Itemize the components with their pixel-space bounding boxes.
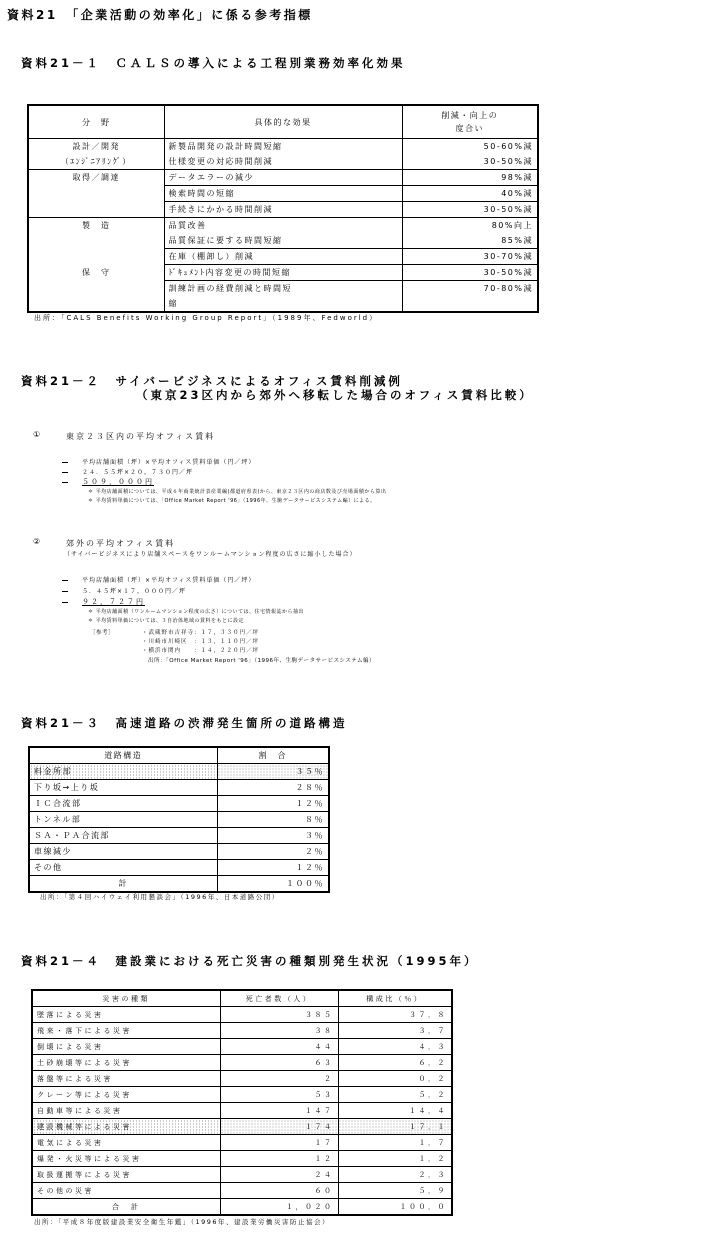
construction-accidents-table: [31, 989, 453, 1216]
total-deaths: １，０２０: [220, 1199, 338, 1216]
part-2-line: [62, 597, 145, 607]
table-row: [28, 139, 538, 155]
part-1-line-text: 平均店舗面積（坪）×平均オフィス賃料単価（円／坪）: [82, 459, 256, 466]
table-row: [29, 828, 329, 844]
ratio-cell: ２８％: [217, 780, 329, 796]
section-4-title: 資料21－４ 建設業における死亡災害の種類別発生状況（1995年）: [21, 954, 479, 968]
type-cell: 建設機械等による災害: [32, 1119, 220, 1135]
deaths-cell: １４７: [220, 1103, 338, 1119]
table-row: [32, 1135, 452, 1151]
table-row: [32, 1103, 452, 1119]
header-ratio: 割 合: [217, 747, 329, 764]
table-row: [28, 218, 538, 234]
share-cell: １．７: [338, 1135, 452, 1151]
part-2-mark: ②: [33, 537, 43, 546]
table-row: [28, 281, 538, 297]
reference-label: ［参考］: [90, 630, 115, 636]
effect-cell: 訓練計画の経費削減と時間短: [164, 281, 402, 297]
cals-effects-table: [27, 104, 539, 313]
header-field: 分 野: [28, 105, 164, 139]
table-row: [32, 1055, 452, 1071]
structure-cell: 料金所部: [29, 764, 217, 780]
degree-cell: [402, 296, 538, 312]
header-structure: 道路構造: [29, 747, 217, 764]
degree-cell: 80%向上: [402, 218, 538, 234]
section-2-title: 資料21－２ サイバービジネスによるオフィス賃料削減例: [21, 374, 403, 388]
part-2-subheading: （サイバービジネスにより店舗スペースをワンルームマンション程度の広さに縮小した場合）: [64, 551, 357, 558]
section-1-title: 資料21－１ ＣＡＬＳの導入による工程別業務効率化効果: [21, 56, 406, 70]
field-cell: [28, 281, 164, 297]
table-row: [29, 764, 329, 780]
section-1-source: 出所：「CALS Benefits Working Group Report」（1989年、Fedworld）: [34, 314, 379, 322]
type-cell: 爆発・火災等による災害: [32, 1151, 220, 1167]
deaths-cell: ３８: [220, 1023, 338, 1039]
effect-cell: 在庫（棚卸し）削減: [164, 249, 402, 265]
part-1-mark: ①: [33, 430, 43, 439]
degree-cell: 30-50%減: [402, 154, 538, 170]
table-row: [28, 154, 538, 170]
table-row: [28, 249, 538, 265]
page-title: 資料21 「企業活動の効率化」に係る参考指標: [7, 8, 313, 22]
degree-cell: 85%減: [402, 233, 538, 249]
section-4-source: 出所：「平成８年度版建設業安全衛生年鑑」（1996年、建設業労働災害防止協会）: [34, 1218, 331, 1226]
table-total-row: [32, 1199, 452, 1216]
structure-cell: ＳＡ・ＰＡ合流部: [29, 828, 217, 844]
degree-cell: 30-50%減: [402, 202, 538, 218]
deaths-cell: ３８５: [220, 1007, 338, 1023]
effect-cell: 検索時間の短縮: [164, 186, 402, 202]
reference-item: ・横浜市関内 ：１４，２２０円／坪: [142, 648, 260, 654]
share-cell: ４．３: [338, 1039, 452, 1055]
ratio-cell: ３５％: [217, 764, 329, 780]
table-header-row: [29, 747, 329, 764]
type-cell: クレーン等による災害: [32, 1087, 220, 1103]
header-degree: [402, 105, 538, 139]
degree-cell: 98%減: [402, 170, 538, 186]
effect-cell: 仕様変更の対応時間削減: [164, 154, 402, 170]
table-row: [32, 1007, 452, 1023]
ratio-cell: ２％: [217, 844, 329, 860]
structure-cell: 下り坂→上り坂: [29, 780, 217, 796]
type-cell: その他の災害: [32, 1183, 220, 1199]
field-cell: [28, 249, 164, 265]
field-cell: [28, 296, 164, 312]
part-2-note: ＊ 平均店舗面積（ワンルームマンション程度の広さ）については、住宅情報誌から抽出: [88, 609, 305, 615]
share-cell: ５．２: [338, 1087, 452, 1103]
field-cell: [28, 233, 164, 249]
degree-cell: 30-50%減: [402, 265, 538, 281]
header-share: 構成比（％）: [338, 990, 452, 1007]
type-cell: 墜落による災害: [32, 1007, 220, 1023]
part-2-line-text: 平均店舗面積（坪）×平均オフィス賃料単価（円／坪）: [82, 577, 256, 584]
deaths-cell: ２: [220, 1071, 338, 1087]
field-cell: 設計／開発: [28, 139, 164, 155]
header-deaths: 死亡者数（人）: [220, 990, 338, 1007]
ratio-cell: １２％: [217, 796, 329, 812]
part-2-source: 出所：「Office Market Report '96」（1996年、生駒データサービスシステム編）: [148, 658, 375, 664]
table-row: [32, 1167, 452, 1183]
part-2-line: [62, 575, 255, 584]
deaths-cell: ４４: [220, 1039, 338, 1055]
structure-cell: その他: [29, 860, 217, 876]
header-degree-line1: 削減・向上の: [441, 111, 499, 120]
degree-cell: 40%減: [402, 186, 538, 202]
congestion-table: [28, 746, 330, 893]
table-row: [28, 296, 538, 312]
effect-cell: データエラーの減少: [164, 170, 402, 186]
table-row: [32, 1183, 452, 1199]
part-2-note: ＊ 平均賃料単価については、３自治体地域の賃料をもとに設定: [88, 618, 244, 624]
field-cell: 保 守: [28, 265, 164, 281]
part-1-note: ＊ 平均店舗面積については、平成６年商業統計表産業編(都道府県表)から、東京２３区内の商店数及び売場面積から算出: [88, 489, 387, 495]
table-row: [29, 812, 329, 828]
part-2-line-text: ５．４５坪×１７，０００円／坪: [82, 588, 187, 595]
deaths-cell: ５３: [220, 1087, 338, 1103]
type-cell: 飛来・落下による災害: [32, 1023, 220, 1039]
field-cell: 取得／調達: [28, 170, 164, 186]
table-row: [28, 186, 538, 202]
share-cell: １４．４: [338, 1103, 452, 1119]
total-value: １００％: [217, 876, 329, 893]
table-row: [32, 1087, 452, 1103]
effect-cell: 縮: [164, 296, 402, 312]
ratio-cell: ３％: [217, 828, 329, 844]
ratio-cell: １２％: [217, 860, 329, 876]
part-1-result: ５０９，０００円: [82, 478, 154, 486]
section-3-source: 出所：「第４回ハイウェイ利用懇談会」（1996年、日本道路公団）: [40, 893, 280, 901]
type-cell: 落盤等による災害: [32, 1071, 220, 1087]
field-cell: [28, 202, 164, 218]
field-cell: 製 造: [28, 218, 164, 234]
structure-cell: ＩＣ合流部: [29, 796, 217, 812]
part-1-heading: 東京２３区内の平均オフィス賃料: [66, 432, 216, 441]
type-cell: 自動車等による災害: [32, 1103, 220, 1119]
deaths-cell: ６３: [220, 1055, 338, 1071]
table-row: [32, 1071, 452, 1087]
table-header-row: [32, 990, 452, 1007]
effect-cell: 品質保証に要する時間短縮: [164, 233, 402, 249]
bullet-icon: [62, 472, 68, 474]
part-1-line: [62, 467, 193, 476]
share-cell: ２．３: [338, 1167, 452, 1183]
share-cell: ０．２: [338, 1071, 452, 1087]
structure-cell: トンネル部: [29, 812, 217, 828]
table-row: [29, 780, 329, 796]
bullet-icon: [62, 482, 68, 484]
part-1-line: [62, 457, 255, 466]
header-type: 災害の種類: [32, 990, 220, 1007]
total-share: １００．０: [338, 1199, 452, 1216]
total-label: 計: [29, 876, 217, 893]
share-cell: ５．９: [338, 1183, 452, 1199]
table-row: [29, 844, 329, 860]
section-3-title: 資料21－３ 高速道路の渋滞発生箇所の道路構造: [21, 716, 348, 730]
bullet-icon: [62, 580, 68, 582]
field-cell: （ｴﾝｼﾞﾆｱﾘﾝｸﾞ）: [28, 154, 164, 170]
reference-item: ・武蔵野市吉祥寺：１７，３３０円／坪: [142, 630, 260, 636]
reference-item: ・川崎市川崎区 ：１３，１１０円／坪: [142, 639, 260, 645]
table-row: [28, 265, 538, 281]
total-label: 合 計: [32, 1199, 220, 1216]
deaths-cell: １２: [220, 1151, 338, 1167]
share-cell: １７．１: [338, 1119, 452, 1135]
effect-cell: 品質改善: [164, 218, 402, 234]
type-cell: 土砂崩壊等による災害: [32, 1055, 220, 1071]
table-row: [28, 202, 538, 218]
effect-cell: 新製品開発の設計時間短縮: [164, 139, 402, 155]
deaths-cell: １７: [220, 1135, 338, 1151]
part-2-line: [62, 586, 186, 595]
part-1-line-text: ２４．５５坪×２０，７３０円／坪: [82, 469, 194, 476]
table-header-row: [28, 105, 538, 139]
header-effect: 具体的な効果: [164, 105, 402, 139]
table-row: [28, 233, 538, 249]
table-row: [32, 1119, 452, 1135]
type-cell: 倒壊による災害: [32, 1039, 220, 1055]
effect-cell: ﾄﾞｷｭﾒﾝﾄ内容変更の時間短縮: [164, 265, 402, 281]
table-row: [29, 796, 329, 812]
table-row: [32, 1151, 452, 1167]
part-1-line: [62, 477, 154, 487]
degree-cell: 30-70%減: [402, 249, 538, 265]
degree-cell: 50-60%減: [402, 139, 538, 155]
section-2-subtitle: （東京23区内から郊外へ移転した場合のオフィス賃料比較）: [136, 388, 534, 402]
type-cell: 取扱運搬等による災害: [32, 1167, 220, 1183]
ratio-cell: ８％: [217, 812, 329, 828]
share-cell: ３．７: [338, 1023, 452, 1039]
bullet-icon: [62, 591, 68, 593]
table-row: [32, 1023, 452, 1039]
table-row: [32, 1039, 452, 1055]
part-1-note: ＊ 平均賃料単価については、「Office Market Report '96」（1996年、生駒データサービスシステム編）による。: [88, 498, 376, 504]
share-cell: １．２: [338, 1151, 452, 1167]
structure-cell: 車線減少: [29, 844, 217, 860]
header-degree-line2: 度合い: [455, 124, 484, 133]
effect-cell: 手続きにかかる時間削減: [164, 202, 402, 218]
degree-cell: 70-80%減: [402, 281, 538, 297]
table-row: [29, 860, 329, 876]
deaths-cell: １７４: [220, 1119, 338, 1135]
field-cell: [28, 186, 164, 202]
bullet-icon: [62, 602, 68, 604]
share-cell: ３７．８: [338, 1007, 452, 1023]
part-2-heading: 郊外の平均オフィス賃料: [66, 539, 176, 548]
table-row: [28, 170, 538, 186]
deaths-cell: ６０: [220, 1183, 338, 1199]
share-cell: ６．２: [338, 1055, 452, 1071]
deaths-cell: ２４: [220, 1167, 338, 1183]
type-cell: 電気による災害: [32, 1135, 220, 1151]
part-2-result: ９２，７２７円: [82, 598, 145, 606]
table-total-row: [29, 876, 329, 893]
bullet-icon: [62, 462, 68, 464]
